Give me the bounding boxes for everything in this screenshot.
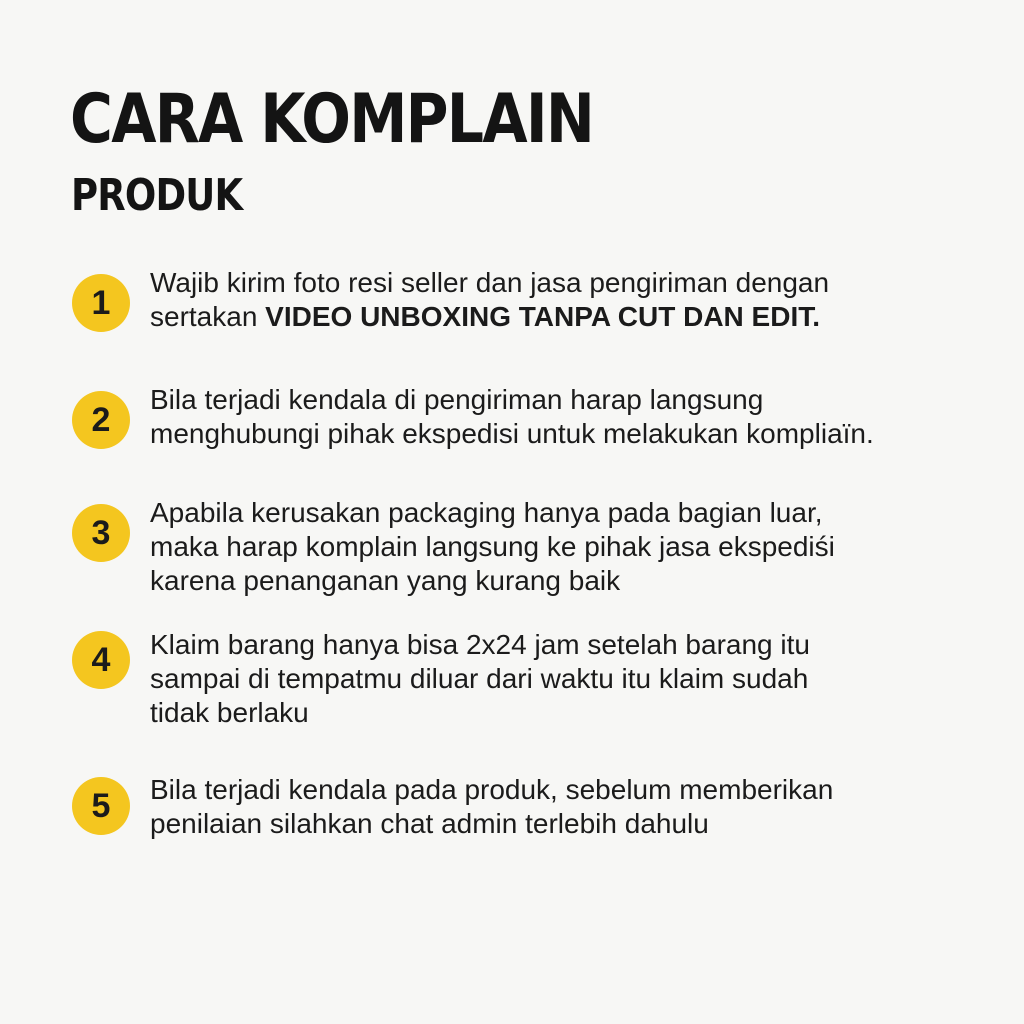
step-4-line-3: tidak berlaku — [150, 697, 309, 728]
step-number-badge-5: 5 — [72, 777, 130, 835]
step-text-1 — [150, 266, 950, 334]
step-1-line-2 — [150, 300, 950, 334]
step-4-line-2: sampai di tempatmu diluar dari waktu itu klaim sudah — [150, 663, 809, 694]
step-1-line-2-prefix: sertakan — [150, 301, 266, 332]
page-subtitle: PRODUK — [71, 170, 243, 221]
step-1-line-1: Wajib kirim foto resi seller dan jasa pengiriman dengan — [150, 267, 830, 298]
step-number-badge-2: 2 — [72, 391, 130, 449]
step-1-emphasis: VIDEO UNBOXING TANPA CUT DAN EDIT. — [265, 301, 821, 332]
step-4-line-1: Klaim barang hanya bisa 2x24 jam setelah barang itu — [150, 629, 810, 660]
step-text-3 — [150, 496, 950, 598]
step-5-line-2: penilaian silahkan chat admin terlebih dahulu — [150, 808, 709, 839]
step-text-2 — [150, 383, 950, 451]
step-text-5 — [150, 773, 950, 841]
page-title: CARA KOMPLAIN — [70, 80, 594, 159]
step-3-line-1: Apabila kerusakan packaging hanya pada bagian luar, — [150, 497, 823, 528]
step-number-badge-4: 4 — [72, 631, 130, 689]
step-2-line-2: menghubungi pihak ekspedisi untuk melakukan kompliaïn. — [150, 418, 874, 449]
step-2-line-1: Bila terjadi kendala di pengiriman harap langsung — [150, 384, 764, 415]
step-3-line-2: maka harap komplain langsung ke pihak jasa ekspediśi — [150, 531, 835, 562]
step-number-badge-1: 1 — [72, 274, 130, 332]
step-number-badge-3: 3 — [72, 504, 130, 562]
step-text-4 — [150, 628, 950, 730]
step-5-line-1: Bila terjadi kendala pada produk, sebelum memberikan — [150, 774, 834, 805]
step-3-line-3: karena penanganan yang kurang baik — [150, 565, 621, 596]
